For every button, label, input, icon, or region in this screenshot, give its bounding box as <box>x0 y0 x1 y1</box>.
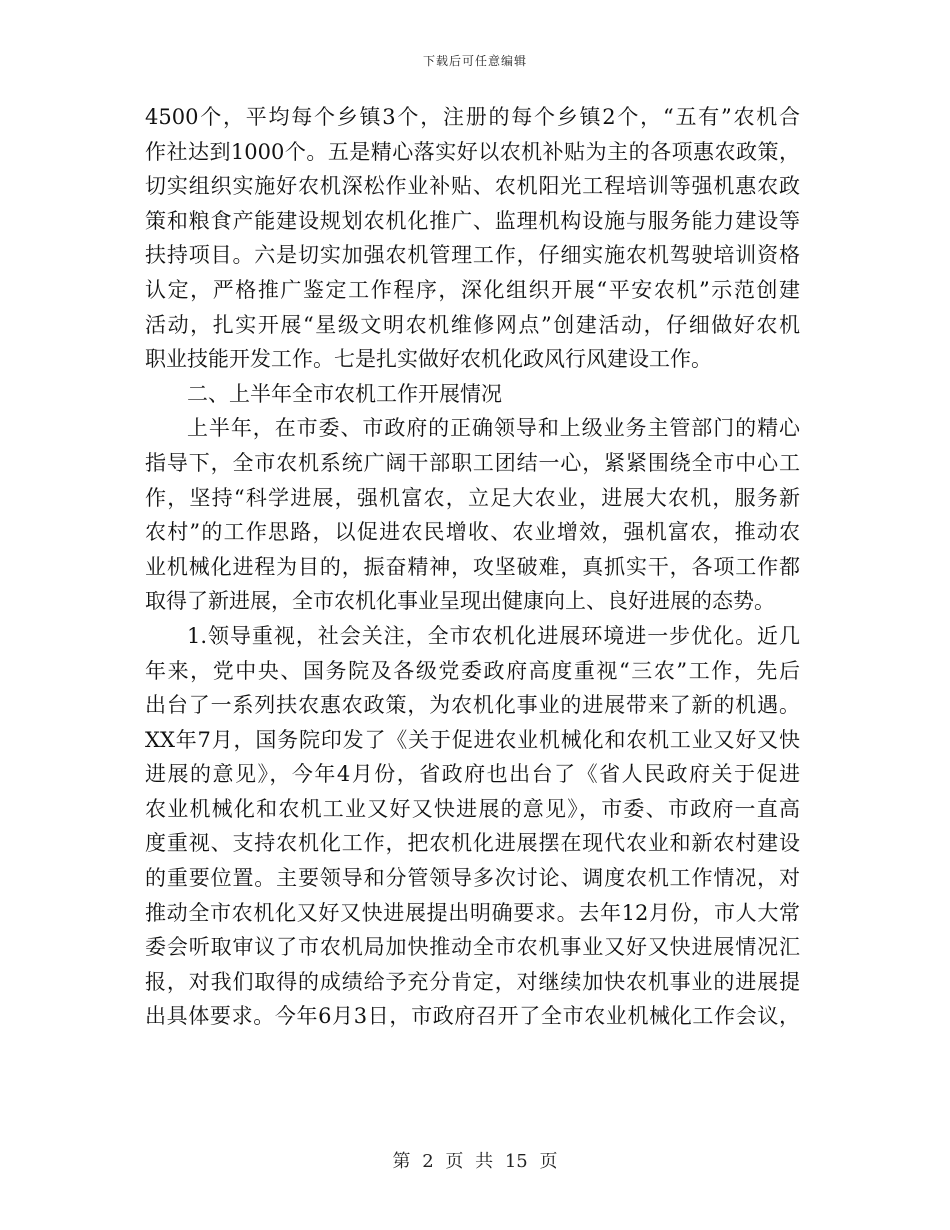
text-line: XX年7月，国务院印发了《关于促进农业机械化和农机工业又好又快 <box>145 727 800 752</box>
text-line: 切实组织实施好农机深松作业补贴、农机阳光工程培训等强机惠农政 <box>145 174 800 199</box>
text-line: 农业机械化和农机工业又好又快进展的意见》，市委、市政府一直高 <box>145 796 800 821</box>
text-line: 的重要位置。主要领导和分管领导多次讨论、调度农机工作情况，对 <box>145 866 800 891</box>
text-line: 进展的意见》，今年4月份，省政府也出台了《省人民政府关于促进 <box>145 762 800 787</box>
text-line: 取得了新进展，全市农机化事业呈现出健康向上、良好进展的态势。 <box>145 589 775 614</box>
text-line: 作社达到1000个。五是精心落实好以农机补贴为主的各项惠农政策， <box>145 139 800 164</box>
text-line: 农村”的工作思路，以促进农民增收、农业增效，强机富农，推动农 <box>145 520 800 545</box>
page-number-footer: 第 2 页 共 15 页 <box>392 1151 558 1172</box>
section-heading: 二、上半年全市农机工作开展情况 <box>187 381 502 406</box>
document-body <box>145 100 800 1034</box>
text-line: 出台了一系列扶农惠农政策，为农机化事业的进展带来了新的机遇。 <box>145 693 800 718</box>
text-line: 1.领导重视，社会关注，全市农机化进展环境进一步优化。近几 <box>187 623 800 648</box>
text-line: 年来，党中央、国务院及各级党委政府高度重视“三农”工作，先后 <box>145 658 800 683</box>
text-line: 职业技能开发工作。七是扎实做好农机化政风行风建设工作。 <box>145 347 712 372</box>
text-line: 指导下，全市农机系统广阔干部职工团结一心，紧紧围绕全市中心工 <box>145 450 800 475</box>
text-line: 出具体要求。今年6月3日，市政府召开了全市农业机械化工作会议， <box>145 1004 800 1029</box>
text-line: 委会听取审议了市农机局加快推动全市农机事业又好又快进展情况汇 <box>145 935 800 960</box>
text-line: 活动，扎实开展“星级文明农机维修网点”创建活动，仔细做好农机 <box>145 312 800 337</box>
text-line: 业机械化进程为目的，振奋精神，攻坚破难，真抓实干，各项工作都 <box>145 554 800 579</box>
text-line: 报，对我们取得的成绩给予充分肯定，对继续加快农机事业的进展提 <box>145 969 800 994</box>
text-line: 策和粮食产能建设规划农机化推广、监理机构设施与服务能力建设等 <box>145 208 800 233</box>
text-line: 作，坚持“科学进展，强机富农，立足大农业，进展大农机，服务新 <box>145 485 800 510</box>
text-line: 度重视、支持农机化工作，把农机化进展摆在现代农业和新农村建设 <box>145 831 800 856</box>
text-line: 4500个，平均每个乡镇3个，注册的每个乡镇2个，“五有”农机合 <box>145 105 800 129</box>
text-line: 推动全市农机化又好又快进展提出明确要求。去年12月份，市人大常 <box>145 900 800 925</box>
text-line: 上半年，在市委、市政府的正确领导和上级业务主管部门的精心 <box>187 416 800 441</box>
text-line: 认定，严格推广鉴定工作程序，深化组织开展“平安农机”示范创建 <box>145 277 800 302</box>
page-header-note: 下载后可任意编辑 <box>422 54 527 68</box>
text-line: 扶持项目。六是切实加强农机管理工作，仔细实施农机驾驶培训资格 <box>145 243 800 268</box>
